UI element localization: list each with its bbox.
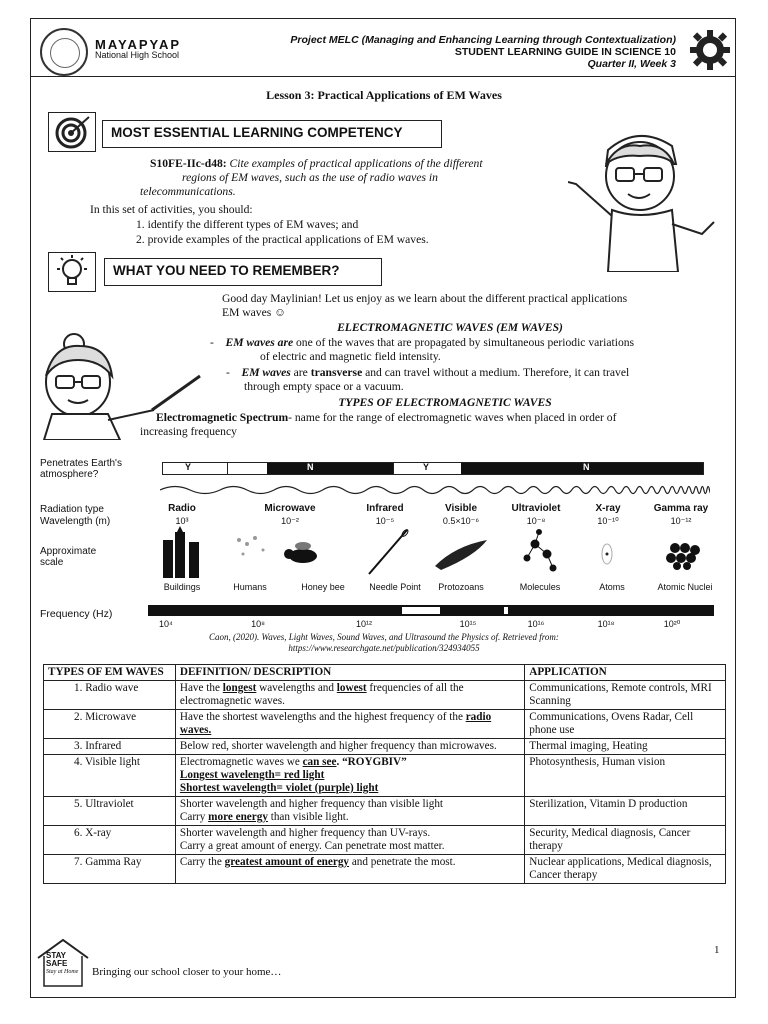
protozoans-illustration xyxy=(435,540,487,570)
em-bullet-2 xyxy=(226,366,726,394)
table-header: APPLICATION xyxy=(525,665,726,681)
definition-cell xyxy=(175,826,524,855)
penetrates-label-1: Penetrates Earth's xyxy=(40,458,122,469)
text-emphasis: longest xyxy=(222,682,257,694)
radiation-type-name: X-ray xyxy=(595,503,621,514)
definition-cell xyxy=(175,710,524,739)
page-number: 1 xyxy=(714,944,720,956)
text: frequencies of all the electromagnetic waves. xyxy=(179,682,464,707)
text: Shorter wavelength and higher frequency than visible light xyxy=(179,798,444,810)
text-emphasis: Longest wavelength= red light xyxy=(179,769,325,781)
radiation-type-name: Visible xyxy=(444,503,478,514)
text: Electromagnetic waves we xyxy=(179,756,303,768)
b2-bold-1: EM waves xyxy=(241,366,291,379)
melc-text-2: regions of EM waves, such as the use of radio waves in xyxy=(182,171,438,184)
b2-bold-2: transverse xyxy=(310,366,363,379)
b2-mid: are xyxy=(290,366,311,379)
table-row xyxy=(44,797,726,826)
spectrum-definition xyxy=(140,411,720,439)
quarter-line: Quarter II, Week 3 xyxy=(587,58,676,70)
table-row xyxy=(44,826,726,855)
penetrates-bar xyxy=(162,462,704,475)
frequency-label: Frequency (Hz) xyxy=(40,608,113,620)
table-header: TYPES OF EM WAVES xyxy=(44,665,176,681)
text-emphasis: Shortest wavelength= violet (purple) light xyxy=(179,782,379,794)
b2-rest: and can travel without a medium. Therefore, it can travel xyxy=(362,366,630,379)
citation-line-2: https://www.researchgate.net/publication/324934055 xyxy=(288,643,480,653)
header-divider xyxy=(30,76,736,77)
frequency-tick-label: 10⁸ xyxy=(251,619,265,629)
text-emphasis: can see xyxy=(302,756,337,768)
frequency-tick-label: 10¹² xyxy=(355,619,372,629)
frequency-tick-label: 10¹⁸ xyxy=(597,619,615,629)
frequency-bar xyxy=(148,605,714,616)
stay-safe-text-2: SAFE xyxy=(46,959,68,968)
greeting-line-1: Good day Maylinian! Let us enjoy as we learn about the different practical applications xyxy=(222,292,628,305)
melc-intro: In this set of activities, you should: xyxy=(90,203,253,216)
spectrum-rest: - name for the range of electromagnetic waves when placed in order of xyxy=(288,411,617,424)
melc-text-1: Cite examples of practical applications of the different xyxy=(226,157,483,170)
em-waves-title: ELECTROMAGNETIC WAVES (EM WAVES) xyxy=(337,321,563,334)
text-emphasis: radio waves. xyxy=(179,711,492,736)
lightbulb-icon xyxy=(48,252,96,292)
table-header-row xyxy=(44,665,726,681)
text: Have the shortest wavelengths and the highest frequency of the xyxy=(179,711,466,723)
pen-y2: Y xyxy=(423,462,430,472)
pen-y1: Y xyxy=(185,462,192,472)
scale-label-atomic-nuclei: Atomic Nuclei xyxy=(657,582,713,592)
types-title: TYPES OF ELECTROMAGNETIC WAVES xyxy=(338,396,552,409)
wavelength-value: 10⁻² xyxy=(281,516,299,526)
wavelength-value: 10³ xyxy=(175,516,189,526)
school-subtitle: National High School xyxy=(95,50,180,60)
text: wavelengths and xyxy=(256,682,337,694)
scale-object-label: Honey bee xyxy=(301,582,345,592)
stay-safe-text-3: Stay at Home xyxy=(46,969,79,975)
definition-cell xyxy=(175,797,524,826)
text: Have the xyxy=(179,682,223,694)
school-logo xyxy=(40,28,88,76)
application-cell: Communications, Ovens Radar, Cell phone use xyxy=(525,710,726,739)
melc-text xyxy=(140,157,560,199)
citation-line-1: Caon, (2020). Waves, Light Waves, Sound Waves, and Ultrasound the Physics of. Retrieved from: xyxy=(209,632,559,642)
needle-point-illustration xyxy=(369,529,409,574)
frequency-tick-label: 10¹⁶ xyxy=(527,619,545,629)
text: . “ROYGBIV” xyxy=(336,756,407,768)
frequency-tick-label: 10¹⁵ xyxy=(459,619,477,629)
atomic-nuclei-illustration xyxy=(666,543,700,570)
humans-illustration xyxy=(237,536,265,556)
boy-cartoon-illustration xyxy=(568,124,716,272)
b1-rest: one of the waves that are propagated by simultaneous periodic variations xyxy=(293,336,635,349)
pen-n2: N xyxy=(583,462,590,472)
definition-cell xyxy=(175,681,524,710)
wavelength-value: 0.5×10⁻⁶ xyxy=(442,516,480,526)
definition-cell xyxy=(175,855,524,884)
em-waves-table xyxy=(43,664,726,884)
text: Shorter wavelength and higher frequency than UV-rays. xyxy=(179,827,431,839)
lesson-title: Lesson 3: Practical Applications of EM Waves xyxy=(266,88,502,102)
application-cell: Photosynthesis, Human vision xyxy=(525,755,726,797)
stay-safe-text-1: STAY xyxy=(46,951,67,960)
frequency-tick-label: 10⁴ xyxy=(159,619,173,629)
type-cell: 4. Visible light xyxy=(44,755,176,797)
frequency-tick-label: 10²⁰ xyxy=(663,619,681,629)
stay-safe-logo xyxy=(34,938,92,988)
scale-object-label: Buildings xyxy=(163,582,201,592)
citation xyxy=(0,632,768,654)
b1-bold: EM waves are xyxy=(225,336,294,349)
atoms-illustration xyxy=(602,544,612,564)
melc-heading: MOST ESSENTIAL LEARNING COMPETENCY xyxy=(102,120,442,148)
penetrates-label xyxy=(40,458,122,480)
penetrates-label-2: atmosphere? xyxy=(40,469,99,480)
radiation-type-label: Radiation type xyxy=(40,504,104,515)
type-cell: 1. Radio wave xyxy=(44,681,176,710)
radiation-type-name: Gamma ray xyxy=(653,503,709,514)
scale-label-2: scale xyxy=(40,557,64,568)
application-cell: Nuclear applications, Medical diagnosis, Cancer therapy xyxy=(525,855,726,884)
scale-object-label: Humans xyxy=(233,582,267,592)
bullet-dash: - xyxy=(210,336,214,349)
melc-text-3: telecommunications. xyxy=(140,185,236,198)
table-row xyxy=(44,755,726,797)
wavelength-value: 10⁻¹⁰ xyxy=(597,516,619,526)
application-cell: Thermal imaging, Heating xyxy=(525,739,726,755)
target-icon xyxy=(48,112,96,152)
scale-object-label: Molecules xyxy=(519,582,561,592)
text-emphasis: greatest amount of energy xyxy=(224,856,350,868)
type-cell: 2. Microwave xyxy=(44,710,176,739)
text: Carry a great amount of energy. Can penetrate most matter. xyxy=(179,840,445,852)
text-emphasis: more energy xyxy=(208,811,268,823)
table-row xyxy=(44,739,726,755)
em-bullet-1 xyxy=(210,336,720,364)
application-cell: Communications, Remote controls, MRI Scanning xyxy=(525,681,726,710)
scale-label xyxy=(40,546,96,568)
molecules-illustration xyxy=(524,530,556,572)
wavelength-value: 10⁻⁸ xyxy=(526,516,546,526)
scale-illustrations xyxy=(155,526,725,578)
type-cell: 3. Infrared xyxy=(44,739,176,755)
wavelength-label: Wavelength (m) xyxy=(40,516,111,527)
spectrum-bold: Electromagnetic Spectrum xyxy=(156,411,289,424)
table-row xyxy=(44,681,726,710)
project-header xyxy=(290,34,676,70)
scale-object-label: Protozoans xyxy=(438,582,484,592)
definition-cell: Below red, shorter wavelength and higher frequency than microwaves. xyxy=(175,739,524,755)
girl-cartoon-illustration xyxy=(34,330,204,440)
application-cell: Sterilization, Vitamin D production xyxy=(525,797,726,826)
wavelength-value: 10⁻¹² xyxy=(670,516,692,526)
table-row xyxy=(44,855,726,884)
wavelength-value: 10⁻⁵ xyxy=(375,516,395,526)
type-cell: 5. Ultraviolet xyxy=(44,797,176,826)
spectrum-cont: increasing frequency xyxy=(140,425,237,438)
scale-object-label: Atoms xyxy=(599,582,625,592)
b2-cont: through empty space or a vacuum. xyxy=(244,380,404,393)
radiation-type-name: Radio xyxy=(168,503,196,514)
text: and penetrate the most. xyxy=(349,856,456,868)
radiation-type-name: Microwave xyxy=(264,503,316,514)
wave-graphic xyxy=(160,482,710,498)
project-line: Project MELC (Managing and Enhancing Learning through Contextualization) xyxy=(290,34,676,46)
remember-heading: WHAT YOU NEED TO REMEMBER? xyxy=(104,258,382,286)
gear-logo-icon xyxy=(690,30,730,70)
b1-cont: of electric and magnetic field intensity. xyxy=(260,350,441,363)
text: Carry the xyxy=(179,856,225,868)
type-cell: 7. Gamma Ray xyxy=(44,855,176,884)
bullet-dash: - xyxy=(226,366,230,379)
greeting-line-2: EM waves ☺ xyxy=(222,306,286,319)
text: than visible light. xyxy=(267,811,349,823)
table-header: DEFINITION/ DESCRIPTION xyxy=(175,665,524,681)
school-name: MAYAPYAP xyxy=(95,37,182,52)
greeting xyxy=(222,292,712,320)
melc-item-2: 2. provide examples of the practical applications of EM waves. xyxy=(136,233,429,246)
melc-item-1: 1. identify the different types of EM waves; and xyxy=(136,218,359,231)
scale-label-1: Approximate xyxy=(40,546,97,557)
table-row xyxy=(44,710,726,739)
type-cell: 6. X-ray xyxy=(44,826,176,855)
definition-cell xyxy=(175,755,524,797)
honey-bee-illustration xyxy=(284,542,317,563)
melc-code: S10FE-IIc-d48: xyxy=(150,157,227,170)
radiation-type-name: Ultraviolet xyxy=(511,503,561,514)
pen-n1: N xyxy=(307,462,314,472)
text-emphasis: lowest xyxy=(336,682,367,694)
text: Carry xyxy=(179,811,209,823)
footer-tagline: Bringing our school closer to your home… xyxy=(92,966,282,978)
scale-object-label: Needle Point xyxy=(369,582,421,592)
buildings-illustration xyxy=(163,526,199,578)
radiation-type-name: Infrared xyxy=(366,503,404,514)
application-cell: Security, Medical diagnosis, Cancer therapy xyxy=(525,826,726,855)
guide-line: STUDENT LEARNING GUIDE IN SCIENCE 10 xyxy=(454,46,676,58)
